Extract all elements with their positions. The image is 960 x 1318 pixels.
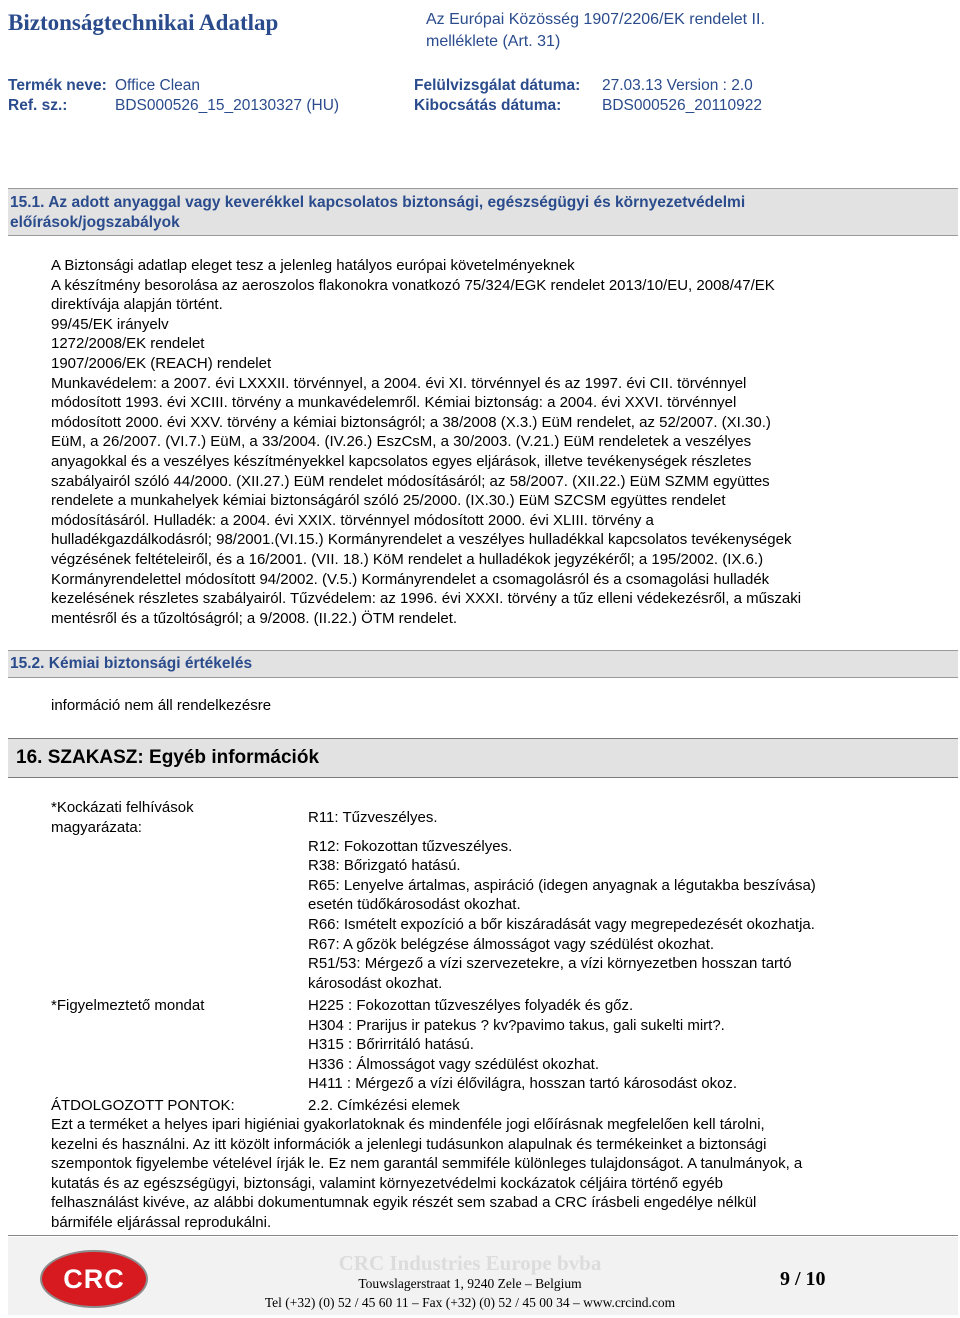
regulation-text-line: Munkavédelem: a 2007. évi LXXXII. törvénnyel, a 2004. évi XI. törvénnyel és az 1997. évi CII. törvénnyel: [51, 374, 747, 392]
regulation-text-line: anyagokkal és a veszélyes készítményekkel kapcsolatos egyes eljárások, illetve tevékenységek részletes: [51, 452, 752, 470]
product-name-label: Termék neve:: [8, 77, 107, 94]
risk-phrases-list: [308, 808, 816, 993]
regulation-reference: [426, 9, 765, 53]
section-16-heading: 16. SZAKASZ: Egyéb információk: [16, 747, 320, 768]
section-15-1-heading-line-2: előírások/jogszabályok: [10, 214, 180, 231]
risk-phrase: R66: Ismételt expozíció a bőr kiszáradását vagy megrepedezését okozhatja.: [308, 915, 815, 933]
regulation-text-line: kezelésének részletes szabályairól. Tűzvédelem: az 1996. évi XXXI. törvény a tűz elleni védekezésről, a műszaki: [51, 590, 802, 608]
product-name-value: Office Clean: [115, 77, 201, 94]
regulation-text-line: 1272/2008/EK rendelet: [51, 335, 205, 353]
section-15-1-heading-line-1: 15.1. Az adott anyaggal vagy keverékkel kapcsolatos biztonsági, egészségügyi és környezetvédelmi: [10, 194, 746, 211]
regulation-text-line: direktívája alapján történt.: [51, 296, 223, 314]
issue-date-label: Kibocsátás dátuma:: [414, 97, 562, 114]
hazard-statement: H336 : Álmosságot vagy szédülést okozhat.: [308, 1055, 599, 1073]
risk-phrase: R38: Bőrizgató hatású.: [308, 857, 461, 875]
hazard-statements-label: *Figyelmeztető mondat: [51, 997, 205, 1014]
section-15-2-heading-bar: [8, 650, 958, 678]
section-15-1-body: [51, 256, 801, 628]
regulation-line-1: Az Európai Közösség 1907/2206/EK rendelet II.: [426, 11, 765, 28]
regulation-text-line: A készítmény besorolása az aeroszolos flakonokra vonatkozó 75/324/EGK rendelet 2013/10/EU, 2008/47/EK: [51, 276, 775, 294]
issue-date-value: BDS000526_20110922: [602, 97, 763, 114]
revised-points-label: ÁTDOLGOZOTT PONTOK:: [51, 1097, 235, 1114]
risk-phrase: R12: Fokozottan tűzveszélyes.: [308, 837, 513, 855]
hazard-statement: H225 : Fokozottan tűzveszélyes folyadék és gőz.: [308, 997, 634, 1014]
page-number: 9 / 10: [780, 1268, 826, 1290]
disclaimer-line: kezelni és használni. Az itt közölt információk a jelenlegi tudásunkon alapulnak és termékeinket a biztonsági: [51, 1135, 767, 1153]
risk-phrase: R51/53: Mérgező a vízi szervezetekre, a vízi környezetben hosszan tartó: [308, 955, 792, 973]
regulation-line-2: melléklete (Art. 31): [426, 33, 561, 50]
company-contact: Tel (+32) (0) 52 / 45 60 11 – Fax (+32) (0) 52 / 45 00 34 – www.crcind.com: [264, 1295, 676, 1310]
risk-phrase: R11: Tűzveszélyes.: [308, 809, 438, 826]
regulation-text-line: 99/45/EK irányelv: [51, 315, 169, 333]
regulation-text-line: szabályairól szóló 44/2000. (XII.27.) EüM rendelet módosításáról; az 58/2007. (XII.22.) EüM SZMM együttes: [51, 472, 770, 490]
section-15-1-heading-bar: [8, 188, 958, 236]
risk-phrases-label-line-1: *Kockázati felhívások: [51, 799, 194, 816]
disclaimer: [51, 1115, 802, 1233]
section-15-2-heading: 15.2. Kémiai biztonsági értékelés: [10, 655, 253, 672]
regulation-text-line: rendelete a munkahelyek kémiai biztonságáról szóló 25/2000. (IX.30.) EüM SZCSM együttes rendelet: [51, 492, 726, 510]
ref-number-value: BDS000526_15_20130327 (HU): [115, 97, 340, 114]
revision-date-label: Felülvizsgálat dátuma:: [414, 77, 581, 94]
regulation-text-line: módosításáról. Hulladék: a 2004. évi XXIX. törvénnyel módosított 2000. évi XLIII. törvény a: [51, 511, 654, 529]
risk-phrases-label-line-2: magyarázata:: [51, 818, 142, 836]
risk-phrases-label: [51, 798, 194, 837]
regulation-text-line: Kormányrendelettel módosított 94/2002. (V.5.) Kormányrendelet a csomagolásról és a csomagolási hulladék: [51, 570, 770, 588]
hazard-statements-list: [308, 996, 737, 1094]
regulation-text-line: 1907/2006/EK (REACH) rendelet: [51, 354, 272, 372]
disclaimer-line: szempontok figyelembe vételével írják le. Ez nem garantál semmiféle különleges tulajdonságot. A tanulmányok, a: [51, 1155, 803, 1173]
regulation-text-line: hulladékgazdálkodásról; 98/2001.(VI.15.) Kormányrendelet a veszélyes hulladékkal kapcsolatos tevékenységek: [51, 531, 792, 549]
regulation-text-line: végzésének feltételeiről, és a 16/2001. (VII. 18.) KöM rendelet a hulladékok jegyzékéről; a 195/2002. (IX.6.): [51, 550, 764, 568]
section-16-heading-bar: [8, 738, 958, 778]
revision-date-value: 27.03.13 Version : 2.0: [602, 77, 753, 94]
footer-divider: [8, 1235, 958, 1236]
regulation-text-line: módosított 2000. évi XXV. törvény a kémiai biztonságról; a 38/2008 (X.3.) EüM rendelet, az 52/2007. (XI.30.): [51, 413, 771, 431]
hazard-statement: H304 : Prarijus ir patekus ? kv?pavimo takus, gali sukelti mirt?.: [308, 1016, 725, 1034]
risk-phrase: R65: Lenyelve ártalmas, aspiráció (idegen anyagnak a légutakba beszívása): [308, 876, 816, 894]
risk-phrase: károsodást okozhat.: [308, 974, 443, 992]
regulation-text-line: EüM, a 26/2007. (VI.7.) EüM, a 33/2004. (IV.26.) EszCsM, a 30/2003. (V.21.) EüM rendeletek a veszélyes: [51, 433, 752, 451]
hazard-statement: H315 : Bőrirritáló hatású.: [308, 1036, 474, 1054]
section-15-2-text: információ nem áll rendelkezésre: [51, 697, 272, 714]
regulation-text-line: módosított 1993. évi XCIII. törvény a munkavédelemről. Kémiai biztonság: a 2004. évi XXVI. törvénnyel: [51, 394, 737, 412]
revised-points-value: 2.2. Címkézési elemek: [308, 1097, 460, 1114]
hazard-statement: H411 : Mérgező a vízi élővilágra, hosszan tartó károsodást okoz.: [308, 1075, 738, 1093]
risk-phrase: esetén tüdőkárosodást okozhat.: [308, 896, 521, 914]
company-name: CRC Industries Europe bvba: [338, 1251, 602, 1275]
disclaimer-line: felhasználást kivéve, az alábbi dokumentumnak egyik részét sem szabad a CRC írásbeli engedélye nélkül: [51, 1194, 757, 1212]
disclaimer-line: Ezt a terméket a helyes ipari higiéniai gyakorlatoknak és mindenféle jogi előírásnak megfelelően kell tárolni,: [51, 1116, 765, 1133]
disclaimer-line: bármiféle eljárással reprodukálni.: [51, 1213, 272, 1231]
disclaimer-line: kutatás és az egészségügyi, biztonsági, valamint környezetvédelmi kockázatok céljáira történő egyéb: [51, 1174, 724, 1192]
risk-phrase: R67: A gőzök belégzése álmosságot vagy szédülést okozhat.: [308, 935, 715, 953]
regulation-text-line: A Biztonsági adatlap eleget tesz a jelenleg hatályos európai követelményeknek: [51, 257, 575, 274]
crc-logo-text: CRC: [63, 1264, 125, 1294]
crc-logo: [40, 1250, 148, 1308]
ref-number-label: Ref. sz.:: [8, 97, 68, 114]
regulation-text-line: mentésről és a tűzoltóságról; a 9/2008. (II.22.) ÖTM rendelet.: [51, 609, 458, 627]
document-title: Biztonságtechnikai Adatlap: [8, 10, 279, 35]
company-address: Touwslagerstraat 1, 9240 Zele – Belgium: [358, 1276, 582, 1291]
product-name-row: [8, 77, 107, 95]
